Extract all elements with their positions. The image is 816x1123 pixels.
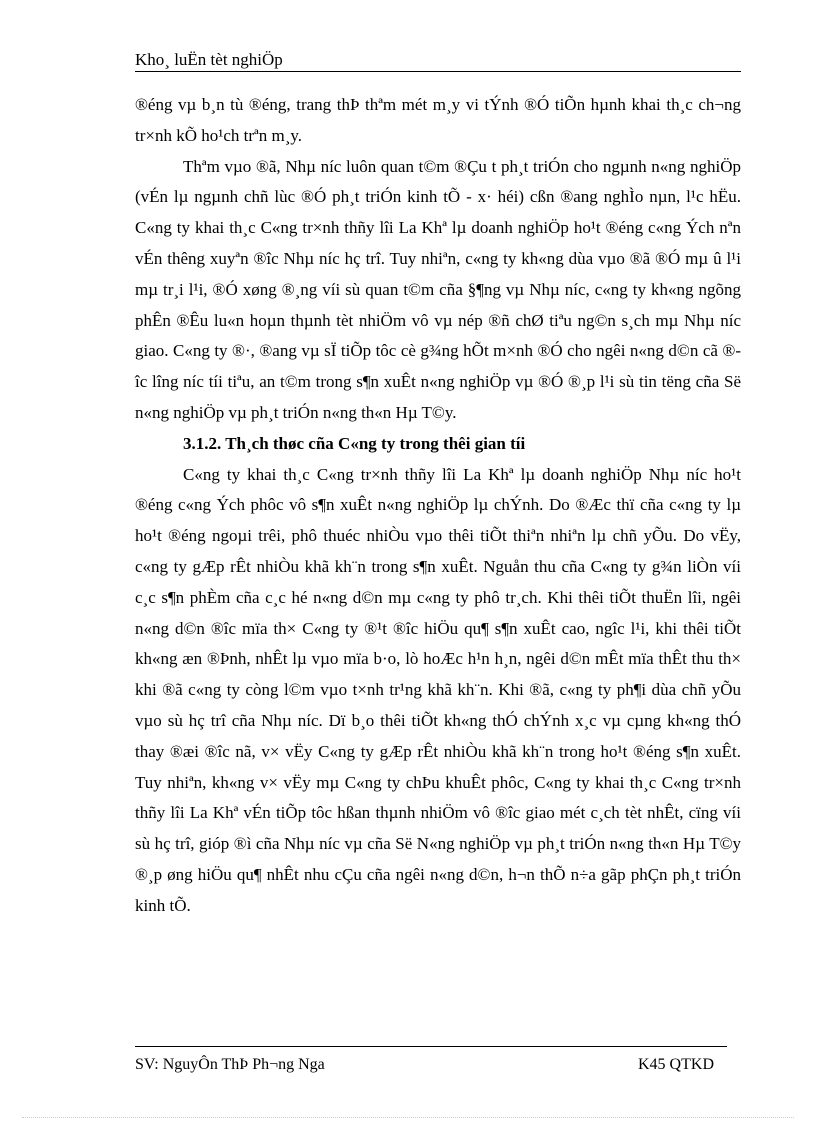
header-title: Kho¸ luËn tèt nghiÖp (135, 50, 283, 69)
page-edge-divider (22, 1117, 794, 1118)
footer-student: SV: NguyÔn ThÞ Ph¬ng Nga (135, 1056, 325, 1073)
footer-rule (135, 1046, 727, 1047)
paragraph-2: Thªm vµo ®ã, Nhµ níc luôn quan t©m ®Çu t ph¸t triÓn cho ngµnh n«ng nghiÖp (vÉn lµ ngµnh chñ lùc ®Ó ph¸t triÓn kinh tÕ - x· héi) cßn ®ang nghÌo nµn, l¹c hËu. C«ng ty khai th¸c C«ng tr×nh thñy lîi La Khª lµ doanh nghiÖp ho¹t ®éng c«ng Ých nªn vÉn thêng xuyªn ®îc Nhµ níc hç trî. Tuy nhiªn, c«ng ty kh«ng dùa vµo ®ã ®Ó mµ û l¹i mµ tr¸i l¹i, ®Ó xøng ®¸ng víi sù quan t©m cña §¶ng vµ Nhµ níc, c«ng ty kh«ng ngõng phÊn ®Êu lu«n hoµn thµnh tèt nhiÖm vô vµ nép ®ñ chØ tiªu ng©n s¸ch mµ Nhµ níc giao. C«ng ty ®·, ®ang vµ sÏ tiÕp tôc cè g¾ng hÕt m×nh ®Ó cho ngêi n«ng d©n cã ®îc lîng níc tíi tiªu, an t©m trong s¶n xuÊt n«ng nghiÖp vµ ®Ó ®¸p l¹i sù tin tëng cña Së n«ng nghiÖp vµ ph¸t triÓn n«ng th«n Hµ T©y. (135, 156, 741, 422)
section-heading: 3.1.2. Th¸ch thøc cña C«ng ty trong thêi gian tíi (183, 433, 526, 453)
header-rule (135, 71, 741, 72)
body-text (135, 90, 741, 922)
footer-class: K45 QTKD (638, 1056, 714, 1073)
paragraph-3: C«ng ty khai th¸c C«ng tr×nh thñy lîi La Khª lµ doanh nghiÖp Nhµ níc ho¹t ®éng c«ng Ých phôc vô s¶n xuÊt n«ng nghiÖp lµ chÝnh. Do ®Æc thï cña c«ng ty lµ ho¹t ®éng ngoµi trêi, phô thuéc nhiÒu vµo thêi tiÕt thiªn nhiªn lµ chñ yÕu. Do vËy, c«ng ty gÆp rÊt nhiÒu khã kh¨n trong s¶n xuÊt. Nguån thu cña C«ng ty g¾n liÒn víi c¸c s¶n phÈm cña c¸c hé n«ng d©n mµ c«ng ty phô tr¸ch. Khi thêi tiÕt thuËn lîi, ngêi n«ng d©n ®îc mïa th× C«ng ty ®¹t ®îc hiÖu qu¶ s¶n xuÊt cao, ngîc l¹i, khi thêi tiÕt kh«ng æn ®Þnh, nhÊt lµ vµo mïa b·o, lò hoÆc h¹n h¸n, ngêi d©n mÊt mïa thÊt thu th× khi ®ã c«ng ty còng l©m vµo t×nh tr¹ng khã kh¨n. Khi ®ã, c«ng ty ph¶i dùa chñ yÕu vµo sù hç trî cña Nhµ níc. Dï b¸o thêi tiÕt kh«ng thÓ chÝnh x¸c vµ cµng kh«ng thÓ thay ®æi ®îc nã, v× vËy C«ng ty gÆp rÊt nhiÒu khã kh¨n trong ho¹t ®éng s¶n xuÊt. Tuy nhiªn, kh«ng v× vËy mµ C«ng ty chÞu khuÊt phôc, C«ng ty khai th¸c C«ng tr×nh thñy lîi La Khª vÉn tiÕp tôc hßan thµnh nhiÖm vô ®îc giao mét c¸ch tèt nhÊt, cïng víi sù hç trî, gióp ®ì cña Nhµ níc vµ cña Së N«ng nghiÖp vµ ph¸t triÓn n«ng th«n Hµ T©y ®¸p øng hiÖu qu¶ nhÊt nhu cÇu cña ngêi n«ng d©n, h¬n thÕ n÷a gãp phÇn ph¸t triÓn kinh tÕ. (135, 464, 741, 915)
paragraph-1: ®éng vµ b¸n tù ®éng, trang thÞ thªm mét m¸y vi tÝnh ®Ó tiÕn hµnh khai th¸c ch¬ng tr×nh kÕ ho¹ch trªn m¸y. (135, 95, 741, 145)
